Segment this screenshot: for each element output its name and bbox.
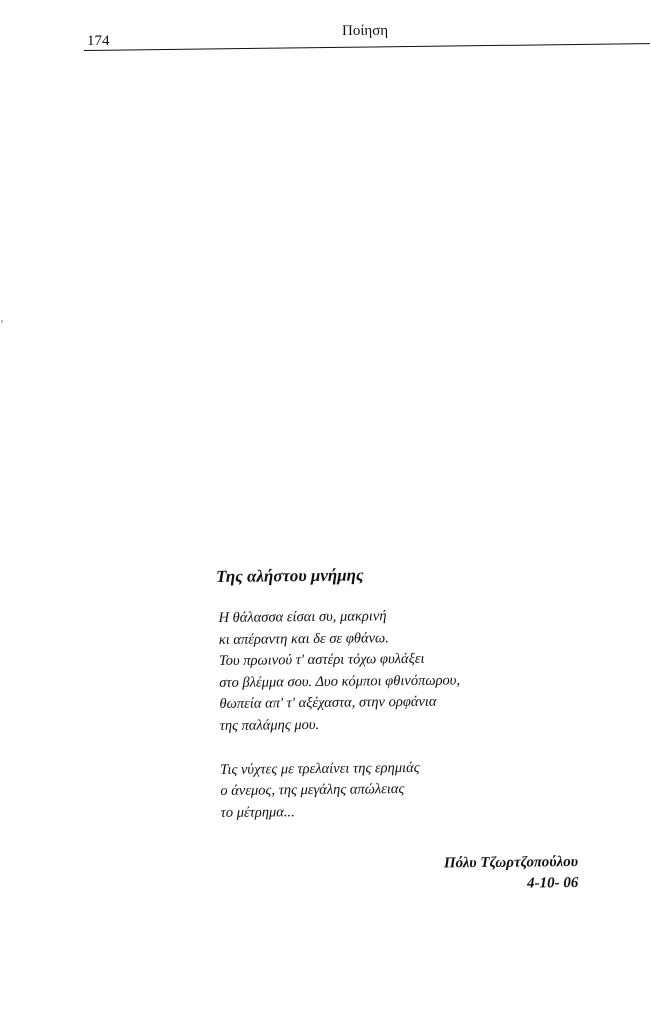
poem-title: Της αλήστου μνήμης (216, 565, 364, 586)
poem (216, 562, 599, 846)
page-header (84, 20, 650, 54)
stanza-2 (220, 756, 599, 825)
poem-line: Τις νύχτες με τρελαίνει της ερημιάς (220, 759, 420, 778)
poem-line: το μέτρημα... (220, 803, 295, 821)
author-name: Πόλυ Τζωρτζοπούλου (443, 853, 579, 872)
page-number: 174 (87, 33, 110, 49)
header-rule (84, 43, 650, 51)
poem-line: ο άνεμος, της μεγάλης απώλειας (220, 781, 405, 800)
poem-line: θωπεία απ' τ' αξέχαστα, στην ορφάνια (219, 694, 437, 713)
poem-line: της παλάμης μου. (219, 716, 320, 734)
poem-line: κι απέραντη και δε σε φθάνω. (218, 629, 389, 648)
stanza-1 (218, 604, 597, 738)
poem-date: 4-10- 06 (526, 874, 579, 892)
poem-line: Η θάλασσα είσαι συ, μακρινή (218, 608, 387, 626)
poem-line: στο βλέμμα σου. Δυο κόμποι φθινόπωρου, (219, 672, 461, 691)
signature (398, 852, 578, 896)
poem-line: Του πρωινού τ' αστέρι τόχω φυλάξει (218, 651, 425, 670)
scan-mark (1, 320, 3, 323)
running-head: Ποίηση (342, 23, 389, 39)
